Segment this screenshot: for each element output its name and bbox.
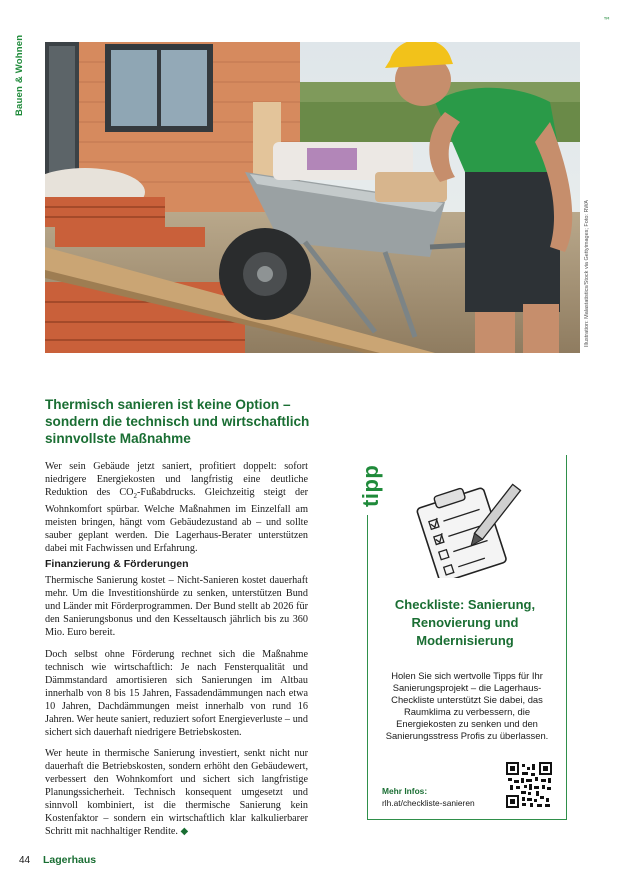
page-number: 44 bbox=[19, 855, 31, 866]
footer-brand: Lagerhaus bbox=[43, 854, 97, 866]
conclusion-text: Wer heute in thermische Sanierung investiert, senkt nicht nur dauerhaft die Betriebskosten, sondern erhöht den Gebäudewert, verbessert den Wohnkomfort und sichert sich langfristige Planungssicherheit. Technisch konsequent umgesetzt und sinnvoll kombiniert, ist die thermische Sanierung kein Kostenfaktor – sondern ein wirtschaftlich klar kalkulierbarer Schritt mit nachhaltiger Rendite. bbox=[45, 748, 308, 837]
checklist-link[interactable]: rlh.at/checkliste-sanieren bbox=[382, 798, 475, 808]
intro-text-after: -Fußabdrucks. Gleichzeitig steigt der Wohnkomfort spürbar. Welche Maßnahmen im Einzelfall am meisten bringen, hängt vom Gebäudezustand ab – und sollte sauber geplant werden. Die Lagerhaus-Berater unterstützen dabei mit Fachwissen und Erfahrung. bbox=[45, 487, 308, 555]
co2-subscript: 2 bbox=[133, 492, 138, 501]
article-paragraph-intro bbox=[45, 460, 308, 555]
image-credit bbox=[583, 42, 593, 353]
tip-title: Checkliste: Sanierung, Renovierung und Modernisierung bbox=[394, 597, 536, 648]
tip-label bbox=[355, 455, 385, 515]
end-mark-icon: ◆ bbox=[180, 826, 189, 837]
tip-text: Holen Sie sich wertvolle Tipps für Ihr Sanierungsprojekt – die Lagerhaus-Checkliste unterstützt Sie dabei, das Raumklima zu verbessern, die Energiekosten zu senken und den Sanierungsstress Profis zu überlassen. bbox=[385, 670, 549, 741]
subheading-financing: Finanzierung & Förderungen bbox=[45, 558, 189, 570]
article-paragraph-conclusion bbox=[45, 747, 308, 838]
clipboard-checklist-icon bbox=[412, 478, 522, 578]
intro-text-before: Wer sein Gebäude jetzt saniert, profitiert doppelt: sofort niedrigere Energiekosten und langfristig eine deutliche Reduktion des CO bbox=[45, 461, 308, 498]
section-label-text: Bauen & Wohnen bbox=[14, 34, 25, 116]
image-credit-text: Illustration: Malastatistics/Stock via Gettyimages; Foto: RWA bbox=[584, 199, 590, 347]
tip-label-text: tipp bbox=[358, 464, 383, 507]
corner-mark: ™ bbox=[603, 16, 611, 25]
article-headline: Thermisch sanieren ist keine Option – sondern die technisch und wirtschaftlich sinnvollste Maßnahme bbox=[45, 397, 310, 446]
qr-code[interactable] bbox=[506, 762, 552, 808]
article-paragraph-amortization: Doch selbst ohne Förderung rechnet sich die Maßnahme technisch wie wirtschaftlich: Je nach Fensterqualität und Dämmstandard amortisieren sich Sanierungen im Altbau innerhalb von 8 bis 15 Jahren, Fassadendämmungen nach etwa 10 Jahren, Dachdämmungen meist innerhalb von rund 16 Jahren. Wer heute saniert, reduziert sofort Energieverluste – und sichert sich dauerhaft niedrigere Betriebskosten. bbox=[45, 649, 308, 738]
more-info-label: Mehr Infos: bbox=[382, 786, 428, 796]
article-paragraph-financing: Thermische Sanierung kostet – Nicht-Sanieren kostet dauerhaft mehr. Um die Investitionshürde zu senken, unterstützen Bund und Länder mit Förderprogrammen. Der Bund stellt ab 2026 für den Sanierungsbonus und den Kesseltausch jährlich bis zu 360 Mio. Euro bereit. bbox=[45, 575, 308, 638]
section-side-label bbox=[12, 34, 26, 122]
hero-photo bbox=[45, 42, 580, 353]
